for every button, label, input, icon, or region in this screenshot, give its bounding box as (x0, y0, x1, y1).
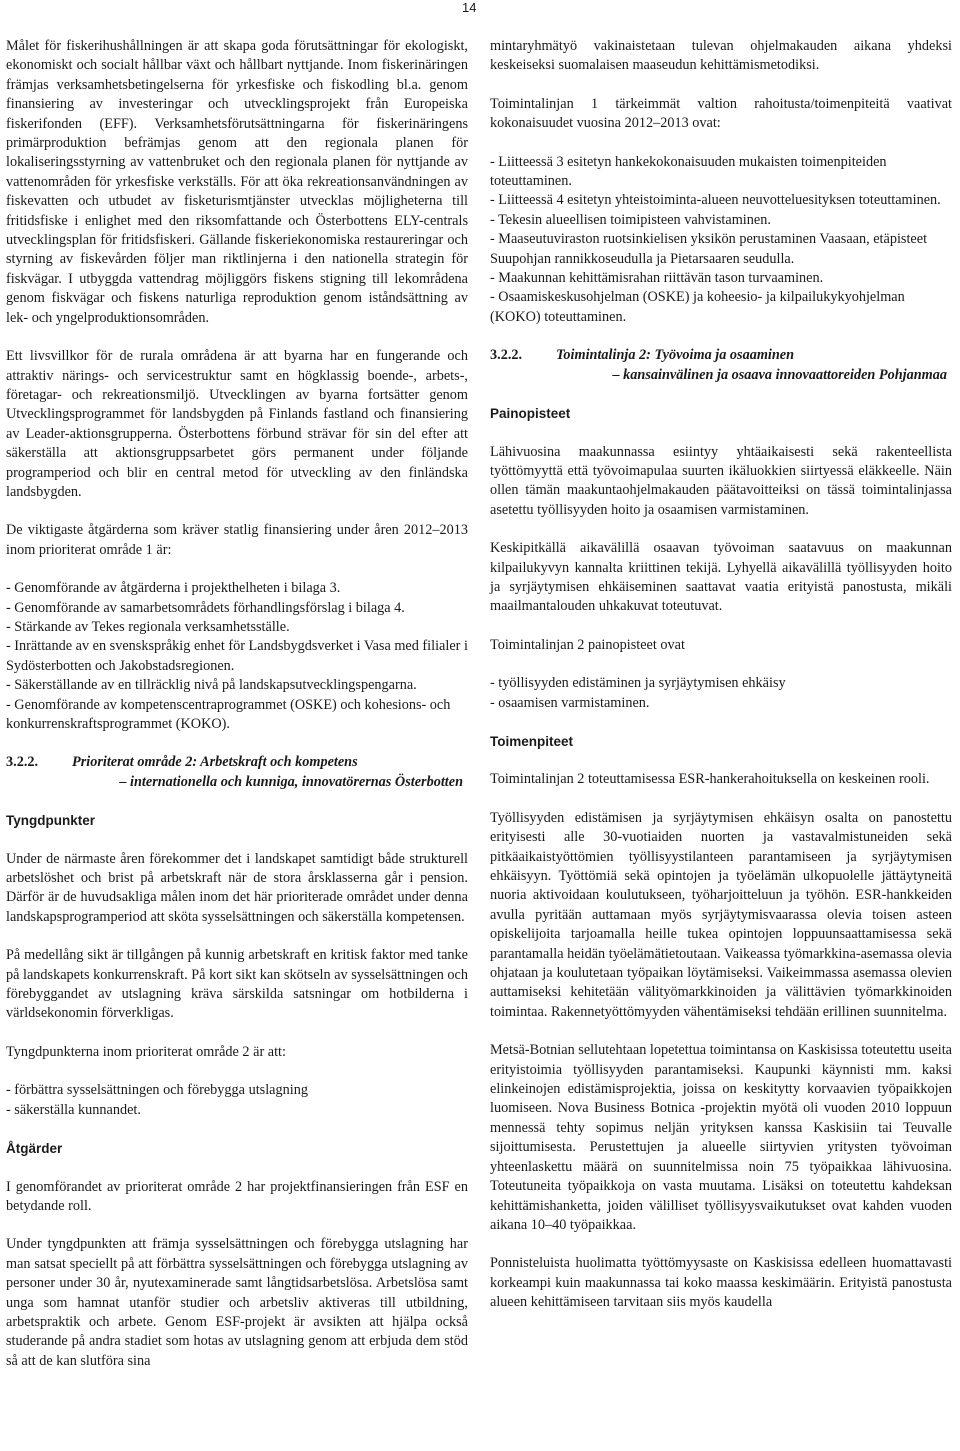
bullet-list (490, 153, 952, 328)
section-heading (490, 346, 952, 385)
list-item: - Genomförande av samarbetsområdets förhandlingsförslag i bilaga 4. (6, 599, 405, 616)
bullet-list (490, 674, 952, 713)
list-item: - Genomförande av kompetenscentraprogrammet (OSKE) och kohesions- och konkurrenskraftsprogrammet (KOKO). (6, 696, 451, 732)
list-item: - Maakunnan kehittämisrahan riittävän tason turvaaminen. (490, 270, 824, 287)
paragraph: Metsä-Botnian sellutehtaan lopetettua toimintansa on Kaskisissa toteutettu useita erityistoimia työllisyyden parantamiseksi. Kaupunki käynnisti mm. kaksi elinkeinojen edistämisprojektia, joissa on keskitytty korvaavien työpaikkojen luomiseen. Nova Business Botnica -projektin myötä oli vuoden 2010 loppuun mennessä tehty sopimus neljän yrityksen kanssa Kaskisiin tai Teuvalle sijoittumisesta. Perustettujen ja alueelle siirtyvien yritysten työvoiman yhteenlaskettu määrä on suunnitelmissa noin 75 työpaikkaa lähivuosina. Toteutuneita työpaikkoja on vasta muutama. Lisäksi on toteutettu kahdeksan kehittämishanketta, joiden välilliset työllisyysvaikutukset ovat kahden vuoden aikana 10–40 työpaikkaa. (490, 1042, 952, 1233)
list-item: - Stärkande av Tekes regionala verksamhetsställe. (6, 618, 290, 635)
section-subtitle: – internationella och kunniga, innovatörernas Österbotten (119, 773, 463, 790)
list-item: - Genomförande av åtgärderna i projekthelheten i bilaga 3. (6, 580, 341, 597)
list-item: - förbättra sysselsättningen och förebygga utslagning (6, 1082, 308, 1099)
paragraph: I genomförandet av prioriterat område 2 har projektfinansieringen från ESF en betydande roll. (6, 1178, 468, 1214)
paragraph: Målet för fiskerihushållningen är att skapa goda förutsättningar för ekologiskt, ekonomiskt och socialt hållbar växt och hållbart nyttjande. Inom fiskerinäringen främjas verksamhetsbetingelserna för yrkesfiske och fiskodling bl.a. genom finansiering av investeringar och utvecklingsprojekt från Europeiska fiskerifonden (EFF). Verksamhetsförutsättningarna för fiskerinäringens primärproduktion befrämjas genom att den regionala planen för lokaliseringsstyrning av vattenbruket och den regionala planen för nyttjande av vattenområden för yrkesfiske verkställs. För att öka rekreationsanvändningen av fiskevatten och utbudet av fisketurismtjänster utvecklas möjligheterna till fritidsfiske i enlighet med den riksomfattande och Österbottens ELY-centrals utvecklingsplan för fritidsfiskeri. Gällande fiskeriekonomiska restaureringar och styrning av fiskevården följer man riktlinjerna i den nationella strategin för fiskvägar. I utbyggda vattendrag möjliggörs fiskens stigning till lekområdena genom fiskvägar och fiskens naturliga reproduktion genom iståndsättning av lek- och yngelproduktionsområden. (6, 38, 468, 326)
list-item: - Tekesin alueellisen toimipisteen vahvistaminen. (490, 211, 771, 228)
paragraph: Työllisyyden edistämisen ja syrjäytymisen ehkäisyn osalta on panostettu erityisesti alle 30-vuotiaiden nuorten ja vastavalmistuneiden sekä pitkäaikaistyöttömien työllisyystilanteen parantamiseen ja syrjäytymisen ehkäisyyn. Työttömiä sekä opintojen ja työelämän ulkopuolelle jättäytyneitä nuoria aktivoidaan koulutukseen, työharjoitteluun ja työhön. ESR-hankkeiden avulla pyritään auttamaan myös syrjäytymisvaarassa olevia toisen asteen opiskelijoita tarjoamalla heille tukea opintojen loppuunsaattamisessa sekä parantamalla heidän työelämätietoutaan. Vaikeassa työmarkkina-asemassa olevia ohjataan ja koulutetaan työpaikan löytämiseksi. Vaikeimmassa asemassa olevien auttamiseksi kehitetään välityömarkkinoiden ja välittävien työmarkkinoiden toimintaa. Rakennetyöttömyyden vähentämiseksi tehdään erillinen suunnitelma. (490, 809, 952, 1020)
paragraph: mintaryhmätyö vakinaistetaan tulevan ohjelmakauden aikana yhdeksi keskeiseksi suomalaisen maaseudun kehittämismetodiksi. (490, 38, 952, 74)
list-item: - Maaseutuviraston ruotsinkielisen yksikön perustaminen Vaasaan, etäpisteet Suupohjan rannikkoseudulla ja Pietarsaaren seudulla. (490, 231, 928, 267)
list-item: - Osaamiskeskusohjelman (OSKE) ja koheesio- ja kilpailukykyohjelman (KOKO) toteuttaminen. (490, 289, 905, 325)
section-number: 3.2.2. (6, 754, 39, 771)
paragraph: Under de närmaste åren förekommer det i landskapet samtidigt både strukturell arbetslöshet och brist på arbetskraft när de stora årsklasserna går i pension. Därför är de huvudsakliga målen inom det här prioriterade området under denna landskapsprogramperiod att sköta sysselsättningen och säkerställa kompetensen. (6, 850, 468, 925)
section-subtitle: – kansainvälinen ja osaava innovaattoreiden Pohjanmaa (612, 366, 947, 383)
list-item: - työllisyyden edistäminen ja syrjäytymisen ehkäisy (490, 675, 786, 692)
list-item: - Liitteessä 3 esitetyn hankekokonaisuuden mukaisten toimenpiteiden toteuttaminen. (490, 153, 887, 190)
subheading-toimenpiteet: Toimenpiteet (490, 733, 574, 749)
paragraph: På medellång sikt är tillgången på kunnig arbetskraft en kritisk faktor med tanke på landskapets konkurrenskraft. På kort sikt kan skötseln av sysselsättningen och förebyggandet av utslagning kräva särskilda satsningar om hotbilderna i världsekonomin förverkligas. (6, 947, 468, 1022)
subheading-tyngdpunkter: Tyngdpunkter (6, 813, 95, 829)
list-item: - säkerställa kunnandet. (6, 1101, 141, 1118)
paragraph: Toimintalinjan 2 painopisteet ovat (490, 636, 685, 653)
paragraph: Ponnisteluista huolimatta työttömyysaste on Kaskisissa edelleen huomattavasti korkeampi kuin maakunnassa tai koko maassa keskimäärin. Erityistä panostusta alueen kehittämiseen tarvitaan siis myös kaudella (490, 1255, 952, 1311)
page-number: 14 (462, 0, 477, 15)
paragraph: Keskipitkällä aikavälillä osaavan työvoiman saatavuus on maakunnan kilpailukyvyn kannalta kriittinen tekijä. Lyhyellä aikavälillä työllisyyden hoito ja syrjäytymisen ehkäiseminen saattavat vaatia erityistä panostusta, mikäli maailmantalouden uhkakuvat toteutuvat. (490, 540, 952, 615)
paragraph: Toimintalinjan 1 tärkeimmät valtion rahoitusta/toimenpiteitä vaativat kokonaisuudet vuosina 2012–2013 ovat: (490, 95, 952, 132)
list-item: - Liitteessä 4 esitetyn yhteistoiminta-alueen neuvotteluesityksen toteuttaminen. (490, 192, 941, 209)
list-item: - osaamisen varmistaminen. (490, 694, 650, 711)
paragraph: Toimintalinjan 2 toteuttamisessa ESR-hankerahoituksella on keskeinen rooli. (490, 771, 930, 788)
section-title: Prioriterat område 2: Arbetskraft och kompetens (72, 754, 358, 771)
paragraph: Lähivuosina maakunnassa esiintyy yhtäaikaisesti sekä rakenteellista työttömyyttä että työvoimapulaa suurten ikäluokkien siirtyessä eläkkeelle. Näin ollen tämän maakuntaohjelmakauden päätavoitteiksi on tässä toimintalinjassa asetettu työllisyyden hoito ja osaamisen varmistaminen. (490, 443, 952, 518)
section-number: 3.2.2. (490, 347, 523, 364)
list-item: - Säkerställande av en tillräcklig nivå på landskapsutvecklingspengarna. (6, 677, 417, 694)
paragraph: Tyngdpunkterna inom prioriterat område 2 är att: (6, 1043, 286, 1060)
bullet-list (6, 1081, 468, 1120)
section-title: Toimintalinja 2: Työvoima ja osaaminen (556, 347, 795, 364)
subheading-painopisteet: Painopisteet (490, 406, 571, 422)
list-item: - Inrättande av en svenskspråkig enhet för Landsbygdsverket i Vasa med filialer i Sydösterbotten och Jakobstadsregionen. (6, 638, 468, 674)
subheading-atgarder: Åtgärder (6, 1141, 63, 1157)
left-column (6, 37, 468, 1390)
right-column (490, 37, 952, 1332)
paragraph: De viktigaste åtgärderna som kräver statlig finansiering under åren 2012–2013 inom prioriterat område 1 är: (6, 522, 468, 558)
section-heading (6, 753, 468, 792)
paragraph: Ett livsvillkor för de rurala områdena är att byarna har en fungerande och attraktiv närings- och servicestruktur samt en högklassig boende-, arbets-, företagar- och rekreationsmiljö. Utvecklingen av byarna fortsätter genom Utvecklingsprogrammet för landsbygden på Finlands fastland och finansiering av Leader-aktionsgrupperna. Österbottens förbund strävar för sin del efter att säkerställa att aktionsgruppsarbetet görs permanent under följande programperiod och blir en central metod för utveckling av den finländska landsbygden. (6, 348, 468, 500)
paragraph: Under tyngdpunkten att främja sysselsättningen och förebygga utslagning har man satsat speciellt på att förbättra sysselsättningen och förebygga utslagning av personer under 30 år, nyutexaminerade samt långtidsarbetslösa. Arbetslösa samt unga som hamnat utanför studier och arbetsliv aktiveras till utbildning, arbetspraktik och arbete. Genom ESF-projekt är avsikten att hjälpa också studerande på andra stadiet som hotas av utslagning genom att erbjuda dem stöd så att de kan slutföra sina (6, 1236, 468, 1369)
bullet-list (6, 579, 468, 734)
